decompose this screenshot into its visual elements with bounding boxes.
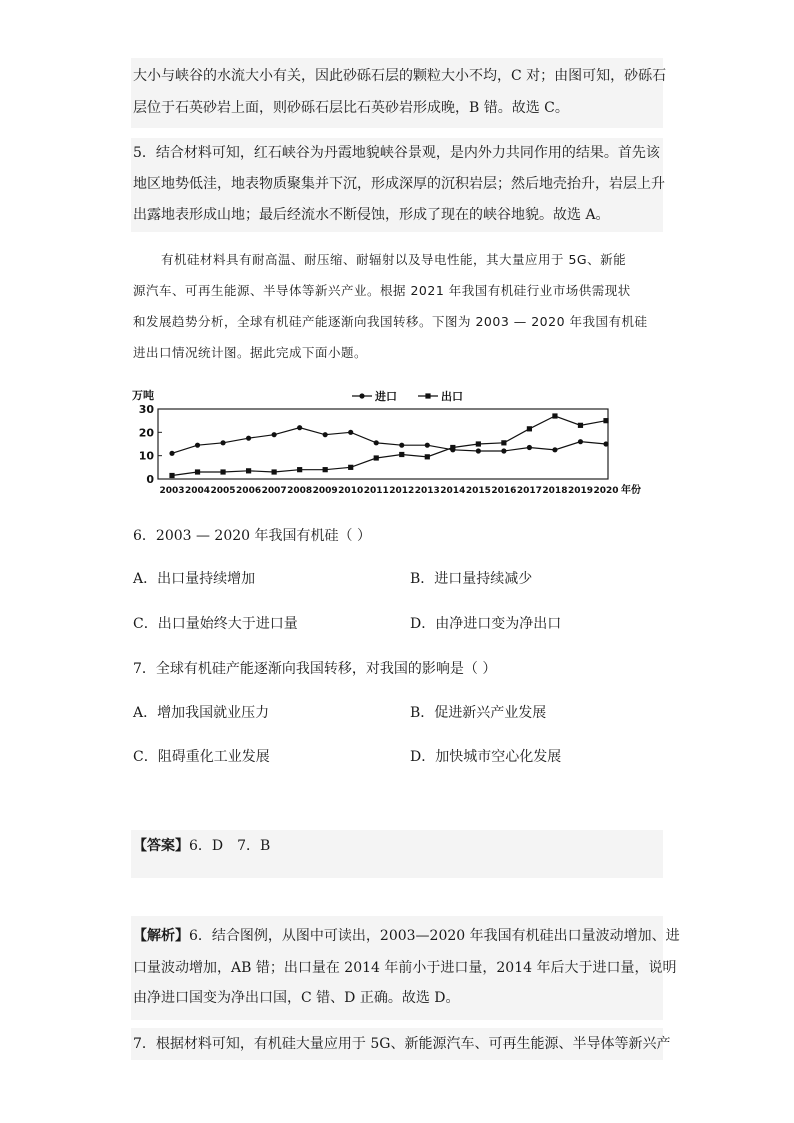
import-point [476,448,481,453]
material-line-3: 和发展趋势分析，全球有机硅产能逐渐向我国转移。下图为 2003 — 2020 年我国有机硅 [133,314,648,329]
q6-option-b[interactable]: B．进口量持续减少 [410,571,533,587]
export-point [476,441,481,446]
import-point [348,430,353,435]
answer-line [133,836,663,856]
x-tick-label: 2017 [516,486,542,496]
answer-label: 【答案】 [133,838,189,854]
analysis-line-3: 由净进口国变为净出口国，C 错、D 正确。故选 D。 [133,990,460,1006]
q7-option-b[interactable]: B．促进新兴产业发展 [410,705,547,721]
x-tick-label: 2018 [542,486,568,496]
q7-explanation-line-1: 7．根据材料可知，有机硅大量应用于 5G、新能源汽车、可再生能源、半导体等新兴产 [133,1036,671,1052]
import-point [399,443,404,448]
x-tick-label: 2012 [389,486,415,496]
x-tick-label: 2008 [287,486,313,496]
q6-stem: 6．2003 — 2020 年我国有机硅（ ） [133,528,371,544]
q5-explanation-line-3: 出露地表形成山地；最后经流水不断侵蚀，形成了现在的峡谷地貌。故选 A。 [133,207,610,223]
x-tick-label: 2013 [414,486,440,496]
export-point [552,413,557,418]
q6-option-a[interactable]: A．出口量持续增加 [133,571,256,587]
material-line-4: 进出口情况统计图。据此完成下面小题。 [133,345,368,360]
export-point [195,469,200,474]
q5-explanation-line-1: 5．结合材料可知，红石峡谷为丹霞地貌峡谷景观，是内外力共同作用的结果。首先该 [133,145,660,161]
silicone-trade-chart [130,385,660,497]
analysis-line-2: 口量波动增加，AB 错；出口量在 2014 年前小于进口量，2014 年后大于进口量，说明 [133,960,677,976]
x-tick-label: 2006 [236,486,262,496]
legend-marker-export [425,393,430,398]
x-tick-label: 2010 [338,486,364,496]
import-point [552,447,557,452]
x-axis-label: 年份 [621,485,641,496]
material-line-2: 源汽车、可再生能源、半导体等新兴产业。根据 2021 年我国有机硅行业市场供需现状 [133,283,631,298]
explanation-top-line-2: 层位于石英砂岩上面，则砂砾石层比石英砂岩形成晚，B 错。故选 C。 [133,100,569,116]
import-point [169,451,174,456]
series-line-export [172,416,606,476]
import-point [323,432,328,437]
import-point [297,425,302,430]
y-tick-label: 0 [146,473,154,486]
x-tick-label: 2005 [210,486,236,496]
analysis-line-1 [133,926,680,946]
q7-option-c[interactable]: C．阻碍重化工业发展 [133,749,270,765]
export-point [399,452,404,457]
series-line-import [172,428,606,454]
x-tick-label: 2011 [363,486,389,496]
export-point [220,469,225,474]
explanation-top-line-1: 大小与峡谷的水流大小有关，因此砂砾石层的颗粒大小不均，C 对；由图可知，砂砾石 [133,68,667,84]
import-point [578,439,583,444]
import-point [501,448,506,453]
export-point [603,418,608,423]
import-point [374,440,379,445]
export-point [527,426,532,431]
analysis-label: 【解析】 [133,928,189,944]
q7-stem: 7．全球有机硅产能逐渐向我国转移，对我国的影响是（ ） [133,661,497,677]
x-tick-label: 2020 [593,486,619,496]
export-point [169,473,174,478]
material-line-1: 有机硅材料具有耐高温、耐压缩、耐辐射以及导电性能，其大量应用于 5G、新能 [161,252,627,267]
q6-option-c[interactable]: C．出口量始终大于进口量 [133,616,298,632]
x-tick-label: 2003 [159,486,185,496]
export-point [323,467,328,472]
export-point [450,445,455,450]
export-point [578,423,583,428]
x-tick-label: 2004 [184,486,211,496]
export-point [501,440,506,445]
x-tick-label: 2016 [491,486,517,496]
export-point [272,469,277,474]
x-tick-label: 2019 [567,486,594,496]
y-tick-label: 10 [138,449,154,463]
legend-marker-import [359,393,364,398]
x-tick-label: 2007 [261,486,287,496]
y-axis-label: 万吨 [132,389,154,402]
y-tick-label: 20 [138,426,154,440]
export-point [348,465,353,470]
legend-label-export: 出口 [441,390,463,403]
q6-option-d[interactable]: D．由净进口变为净出口 [410,616,562,632]
import-point [425,443,430,448]
export-point [297,467,302,472]
x-tick-label: 2015 [465,486,491,496]
x-tick-label: 2014 [440,486,466,496]
q7-option-a[interactable]: A．增加我国就业压力 [133,705,270,721]
export-point [374,455,379,460]
x-tick-label: 2009 [312,486,338,496]
export-point [425,454,430,459]
import-point [195,443,200,448]
import-point [220,440,225,445]
import-point [246,436,251,441]
analysis-text-1: 6．结合图例，从图中可读出，2003—2020 年我国有机硅出口量波动增加、进 [189,928,680,944]
answer-text: 6．D 7．B [189,838,271,854]
q5-explanation-line-2: 地区地势低洼，地表物质聚集并下沉，形成深厚的沉积岩层；然后地壳抬升，岩层上升 [133,176,665,192]
y-tick-label: 30 [138,403,154,416]
q7-option-d[interactable]: D．加快城市空心化发展 [410,749,562,765]
import-point [272,432,277,437]
import-point [527,445,532,450]
import-point [603,441,608,446]
legend-label-import: 进口 [375,390,397,403]
export-point [246,468,251,473]
